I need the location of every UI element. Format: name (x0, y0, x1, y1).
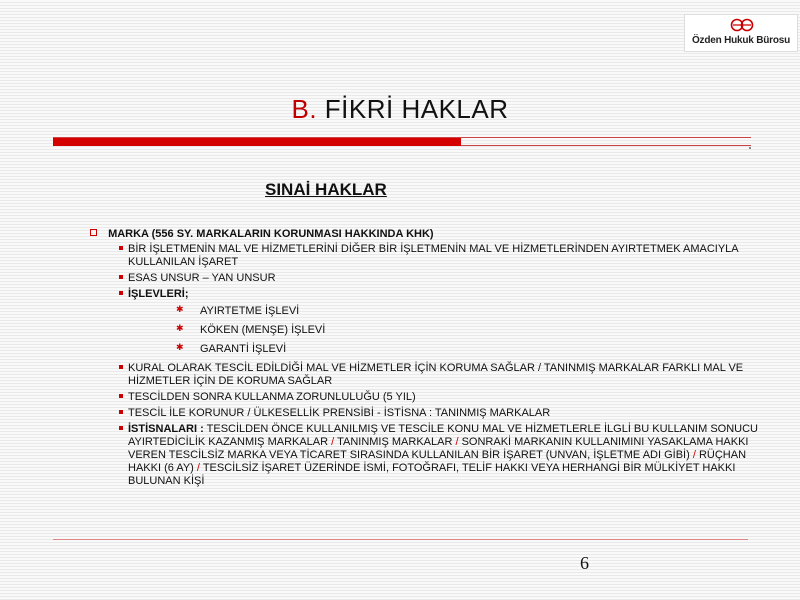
list-item (118, 272, 758, 285)
star-bullet-icon: ✱ (176, 342, 184, 352)
square-bullet-icon (119, 394, 123, 398)
section-subtitle: SINAİ HAKLAR (265, 180, 387, 199)
square-bullet-icon (119, 291, 123, 295)
star-bullet-icon: ✱ (176, 304, 184, 314)
use-obligation-text: TESCİLDEN SONRA KULLANMA ZORUNLULUĞU (5 YIL) (128, 391, 416, 403)
exception-separator: / (692, 449, 696, 461)
sub-list-item (118, 305, 758, 318)
slide-title (0, 94, 800, 125)
list-item (118, 391, 758, 404)
list-item (118, 407, 758, 420)
logo-text: Özden Hukuk Bürosu (691, 35, 791, 46)
exception-separator: / (455, 436, 459, 448)
elements-text: ESAS UNSUR – YAN UNSUR (128, 272, 276, 284)
sub-list-item (118, 324, 758, 337)
bullet-list (118, 243, 758, 491)
square-bullet-icon (119, 275, 123, 279)
square-bullet-icon (119, 365, 123, 369)
firm-logo (684, 14, 798, 52)
list-item (118, 362, 758, 388)
square-bullet-icon (119, 246, 123, 250)
exception-text: TESCİLDEN ÖNCE KULLANILMIŞ VE TESCİLE KONU MAL VE HİZMETLERLE İLGLİ BU KULLANIM SONUCU AYIRTEDİCİLİK KAZANMIŞ MARKALAR (128, 423, 759, 448)
exception-text: RÜÇHAN HAKKI (6 AY) (128, 449, 747, 474)
square-bullet-icon (119, 426, 123, 430)
title-divider-bar (53, 138, 461, 146)
divider-dot (749, 147, 751, 149)
function-text: KÖKEN (MENŞE) İŞLEVİ (200, 324, 326, 336)
main-bullet-text: MARKA (556 SY. MARKALARIN KORUNMASI HAKKINDA KHK) (108, 228, 434, 240)
functions-list (118, 305, 758, 356)
exceptions-label: İSTİSNALARI : (128, 423, 204, 435)
territoriality-text: TESCİL İLE KORUNUR / ÜLKESELLİK PRENSİBİ - İSTİSNA : TANINMIŞ MARKALAR (128, 407, 551, 419)
title-prefix: B. (291, 94, 318, 124)
functions-label: İŞLEVLERİ; (128, 288, 189, 300)
title-divider-line-lower (461, 145, 751, 146)
page-number: 6 (580, 553, 589, 573)
exception-separator: / (196, 462, 200, 474)
hollow-square-bullet-icon (90, 229, 97, 236)
protection-text: KURAL OLARAK TESCİL EDİLDİĞİ MAL VE HİZMETLER İÇİN KORUMA SAĞLAR / TANINMIŞ MARKALAR FARKLI MAL VE HİZMETLER İÇİN DE KORUMA SAĞLAR (128, 362, 744, 387)
sub-list-item (118, 343, 758, 356)
main-bullet (90, 228, 434, 240)
square-bullet-icon (119, 410, 123, 414)
star-bullet-icon: ✱ (176, 323, 184, 333)
footer-divider-line (53, 539, 748, 540)
exception-text: TANINMIŞ MARKALAR (337, 436, 453, 448)
title-text: FİKRİ HAKLAR (324, 94, 509, 124)
exception-separator: / (331, 436, 335, 448)
definition-text: BİR İŞLETMENİN MAL VE HİZMETLERİNİ DİĞER BİR İŞLETMENİN MAL VE HİZMETLERİNDEN AYIRTETMEK AMACIYLA KULLANILAN İŞARET (128, 243, 739, 268)
function-text: AYIRTETME İŞLEVİ (200, 305, 300, 317)
exception-text: TESCİLSİZ İŞARET ÜZERİNDE İSMİ, FOTOĞRAFI, TELİF HAKKI VEYA HERHANGİ BİR MÜLKİYET HAKKI BULUNAN KİŞİ (128, 462, 736, 487)
exception-text: SONRAKİ MARKANIN KULLANIMINI YASAKLAMA HAKKI VEREN TESCİLSİZ MARKA VEYA TİCARET SIRASINDA KULLANILAN BİR İŞARET (UNVAN, İŞLETME ADI GİBİ) (128, 436, 749, 461)
list-item (118, 288, 758, 301)
function-text: GARANTİ İŞLEVİ (200, 343, 287, 355)
logo-emblem-icon (729, 18, 755, 32)
list-item (118, 243, 758, 269)
list-item (118, 423, 758, 488)
